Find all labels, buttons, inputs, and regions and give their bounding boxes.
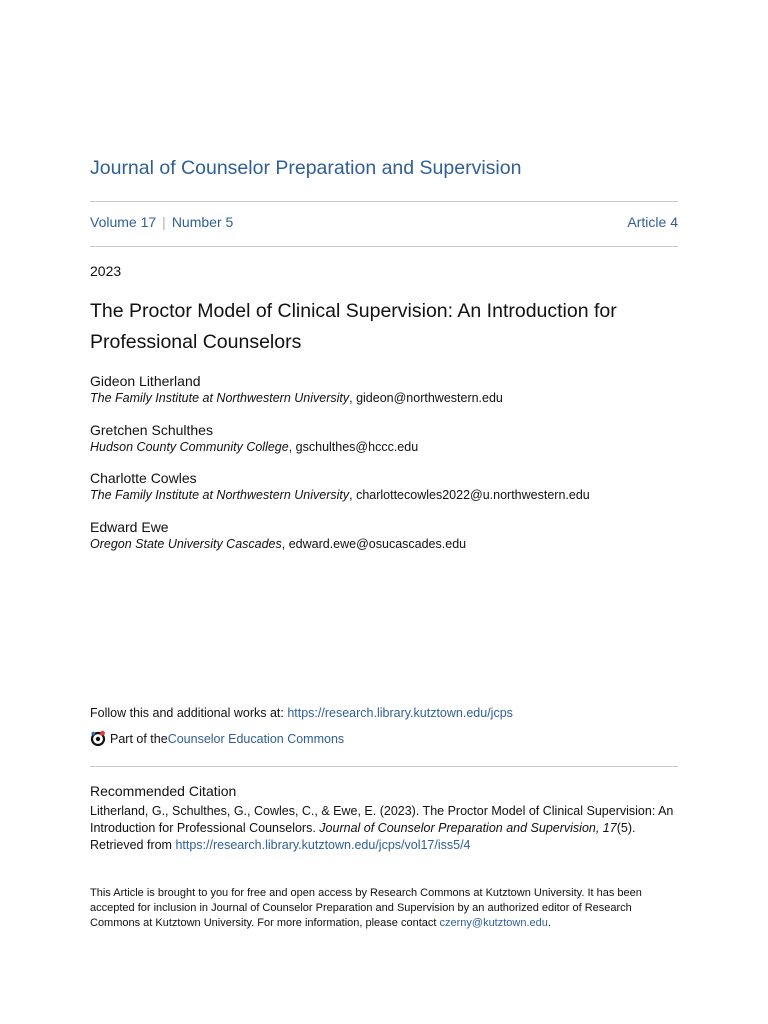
citation-heading: Recommended Citation bbox=[90, 783, 237, 799]
author-entry bbox=[90, 373, 690, 422]
follow-line bbox=[90, 706, 513, 720]
author-affiliation bbox=[90, 438, 690, 456]
citation-text bbox=[90, 803, 678, 854]
author-list bbox=[90, 373, 690, 567]
author-email: , gschulthes@hccc.edu bbox=[288, 439, 419, 454]
separator: | bbox=[162, 214, 166, 230]
author-email: , gideon@northwestern.edu bbox=[349, 391, 503, 405]
divider-citation bbox=[90, 766, 678, 767]
institution: Hudson County Community College bbox=[90, 439, 289, 454]
contact-email-link[interactable]: czerny@kutztown.edu bbox=[439, 917, 548, 929]
citation-retrieved: Retrieved from bbox=[90, 838, 176, 852]
commons-link[interactable]: Counselor Education Commons bbox=[167, 731, 345, 746]
author-name: Gideon Litherland bbox=[90, 373, 201, 389]
author-entry bbox=[90, 422, 690, 471]
author-affiliation bbox=[90, 535, 690, 553]
citation-part1: Litherland, G., Schulthes, G., Cowles, C., & Ewe, E. (2023). The Proctor Model of Clinical Supervision: An Introduction for Professional Counselors. bbox=[90, 804, 674, 835]
access-notice bbox=[90, 886, 678, 931]
institution: Oregon State University Cascades bbox=[90, 536, 282, 551]
publication-year: 2023 bbox=[90, 263, 122, 279]
article-link[interactable]: Article 4 bbox=[627, 214, 678, 230]
institution: The Family Institute at Northwestern University bbox=[90, 391, 350, 405]
access-notice-text: This Article is brought to you for free and open access by Research Commons at Kutztown University. It has been accepted for inclusion in Journal of Counselor Preparation and Supervision by an authorized editor of Research Commons at Kutztown University. For more information, please contact bbox=[90, 887, 642, 929]
follow-prefix: Follow this and additional works at: bbox=[90, 706, 288, 720]
citation-journal: Journal of Counselor Preparation and Supervision, 17 bbox=[319, 821, 617, 835]
author-email: , charlottecowles2022@u.northwestern.edu bbox=[349, 488, 590, 502]
author-affiliation bbox=[90, 486, 690, 504]
author-name: Gretchen Schulthes bbox=[90, 421, 213, 438]
author-entry bbox=[90, 519, 690, 568]
author-email: , edward.ewe@osucascades.edu bbox=[281, 536, 467, 551]
author-name: Charlotte Cowles bbox=[90, 470, 197, 486]
citation-url-link[interactable]: https://research.library.kutztown.edu/jcps/vol17/iss5/4 bbox=[175, 838, 471, 852]
divider-bottom bbox=[90, 246, 678, 247]
part-of-prefix: Part of the bbox=[110, 731, 168, 746]
divider-top bbox=[90, 201, 678, 202]
number-link[interactable]: Number 5 bbox=[171, 214, 234, 230]
author-affiliation bbox=[90, 389, 690, 407]
institution: The Family Institute at Northwestern University bbox=[90, 488, 350, 502]
access-notice-end: . bbox=[547, 917, 551, 929]
author-name: Edward Ewe bbox=[90, 518, 169, 535]
issue-bar bbox=[90, 214, 678, 230]
network-commons-icon bbox=[90, 730, 107, 747]
part-of-line bbox=[90, 730, 344, 747]
author-entry bbox=[90, 470, 690, 519]
article-title: The Proctor Model of Clinical Supervision: An Introduction for Professional Counselors bbox=[90, 300, 617, 353]
citation-part2: (5). bbox=[616, 821, 636, 835]
volume-link[interactable]: Volume 17 bbox=[90, 214, 157, 230]
journal-title-link[interactable]: Journal of Counselor Preparation and Supervision bbox=[90, 157, 522, 179]
collection-url-link[interactable]: https://research.library.kutztown.edu/jcps bbox=[287, 706, 513, 720]
